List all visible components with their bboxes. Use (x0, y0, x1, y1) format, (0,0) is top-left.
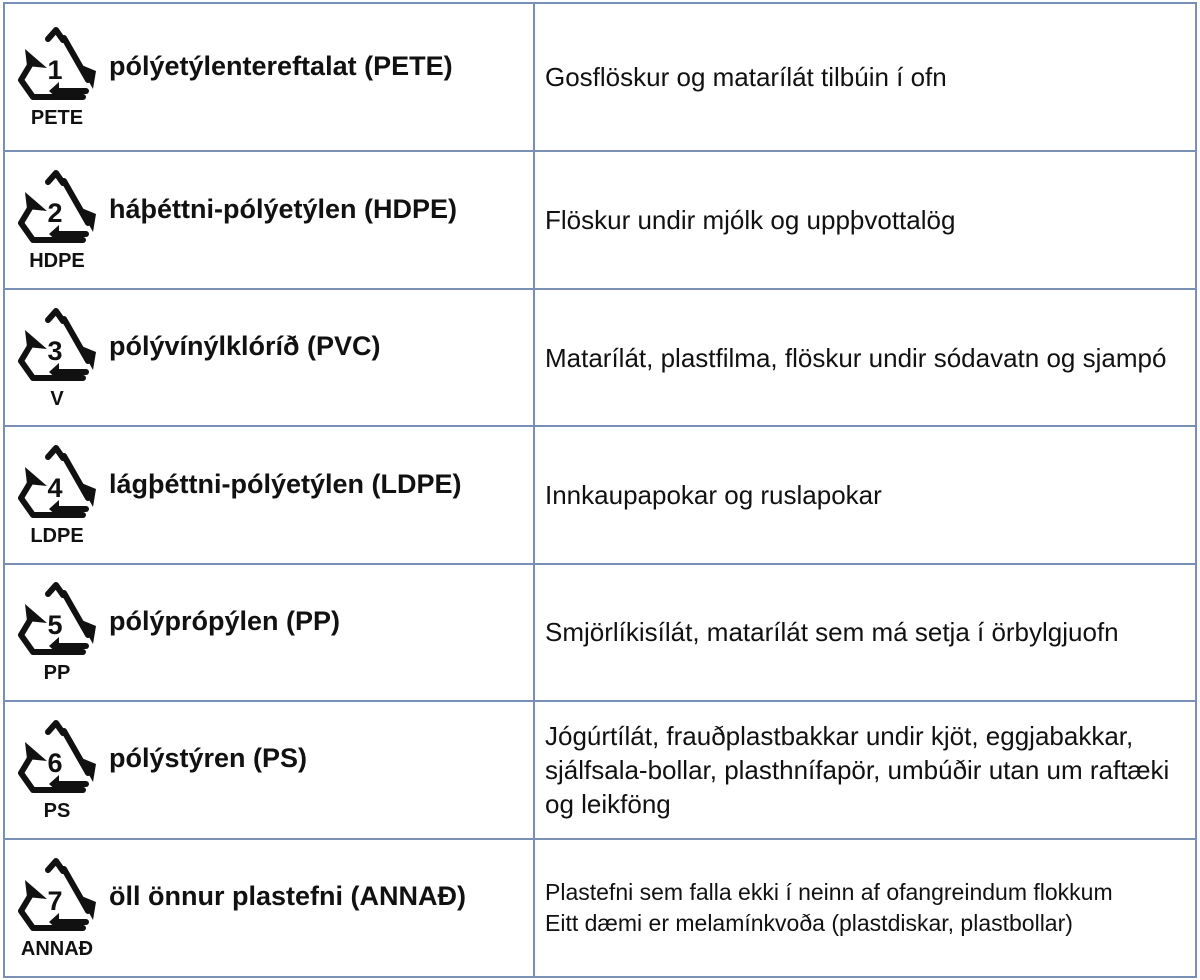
use-cell (534, 564, 1196, 701)
use-description: Flöskur undir mjólk og uppþvottalög (545, 205, 956, 236)
use-line: Plastefni sem falla ekki í neinn af ofangreindum flokkum (545, 878, 1113, 905)
recycling-triangle-icon (15, 582, 99, 660)
table-row (4, 426, 1196, 563)
table-row (4, 151, 1196, 288)
plastic-name: pólýprópýlen (PP) (109, 605, 341, 636)
table-row (4, 839, 1196, 977)
recycling-code-symbol (5, 582, 109, 684)
resin-abbreviation: V (50, 387, 64, 410)
recycling-code-symbol (5, 445, 109, 547)
use-cell (534, 426, 1196, 563)
svg-text:7: 7 (47, 885, 63, 916)
use-cell (534, 3, 1196, 151)
recycling-triangle-icon (15, 858, 99, 936)
type-cell (4, 426, 534, 563)
plastic-name: pólýstýren (PS) (109, 743, 308, 774)
resin-abbreviation: LDPE (30, 525, 84, 547)
use-line: Eitt dæmi er melamínkvoða (plastdiskar, plastbollar) (545, 909, 1073, 936)
recycling-triangle-icon (15, 445, 99, 523)
use-cell (534, 151, 1196, 288)
resin-abbreviation: PETE (30, 107, 84, 130)
use-description: Innkaupapokar og ruslapokar (545, 480, 882, 510)
type-cell (4, 289, 534, 426)
plastic-name: pólývínýlklóríð (PVC) (109, 331, 381, 362)
use-description: Smjörlíkisílát, matarílát sem má setja í örbylgjuofn (545, 617, 1119, 648)
plastic-name: lágþéttni-pólýetýlen (LDPE) (109, 468, 462, 499)
type-cell (4, 701, 534, 838)
svg-text:5: 5 (47, 610, 63, 641)
table-row (4, 701, 1196, 838)
resin-abbreviation: ANNAÐ (20, 937, 94, 960)
resin-abbreviation: PP (43, 662, 71, 685)
table-row (4, 289, 1196, 426)
svg-text:2: 2 (47, 198, 63, 229)
use-cell (534, 701, 1196, 838)
recycling-triangle-icon (15, 27, 99, 105)
type-cell (4, 564, 534, 701)
use-cell (534, 289, 1196, 426)
recycling-code-symbol (5, 170, 109, 272)
plastic-name: pólýetýlentereftalat (PETE) (109, 50, 453, 81)
svg-text:1: 1 (47, 55, 63, 86)
resin-abbreviation: HDPE (29, 250, 85, 273)
plastic-types-table (3, 2, 1197, 978)
svg-text:4: 4 (47, 473, 63, 503)
use-description: Gosflöskur og matarílát tilbúin í ofn (545, 62, 947, 93)
use-description: Jógúrtílát, frauðplastbakkar undir kjöt, eggjabakkar, sjálfsala-bollar, plasthnífapör, umbúðir utan um raftæki og leikföng (545, 720, 1170, 819)
recycling-code-symbol (5, 720, 109, 822)
recycling-triangle-icon (15, 720, 99, 798)
type-cell (4, 839, 534, 977)
table-row (4, 3, 1196, 151)
table-row (4, 564, 1196, 701)
recycling-code-symbol (5, 308, 109, 410)
plastic-name: öll önnur plastefni (ANNAÐ) (109, 881, 466, 912)
resin-abbreviation: PS (43, 799, 71, 822)
recycling-triangle-icon (15, 308, 99, 386)
plastic-name: háþéttni-pólýetýlen (HDPE) (109, 193, 458, 224)
use-description (535, 877, 1195, 939)
recycling-code-symbol (5, 27, 109, 129)
type-cell (4, 151, 534, 288)
use-description: Matarílát, plastfilma, flöskur undir sódavatn og sjampó (545, 342, 1167, 373)
svg-text:6: 6 (47, 747, 63, 778)
recycling-triangle-icon (15, 170, 99, 248)
use-cell (534, 839, 1196, 977)
type-cell (4, 3, 534, 151)
svg-text:3: 3 (47, 335, 63, 366)
recycling-code-symbol (5, 858, 109, 960)
